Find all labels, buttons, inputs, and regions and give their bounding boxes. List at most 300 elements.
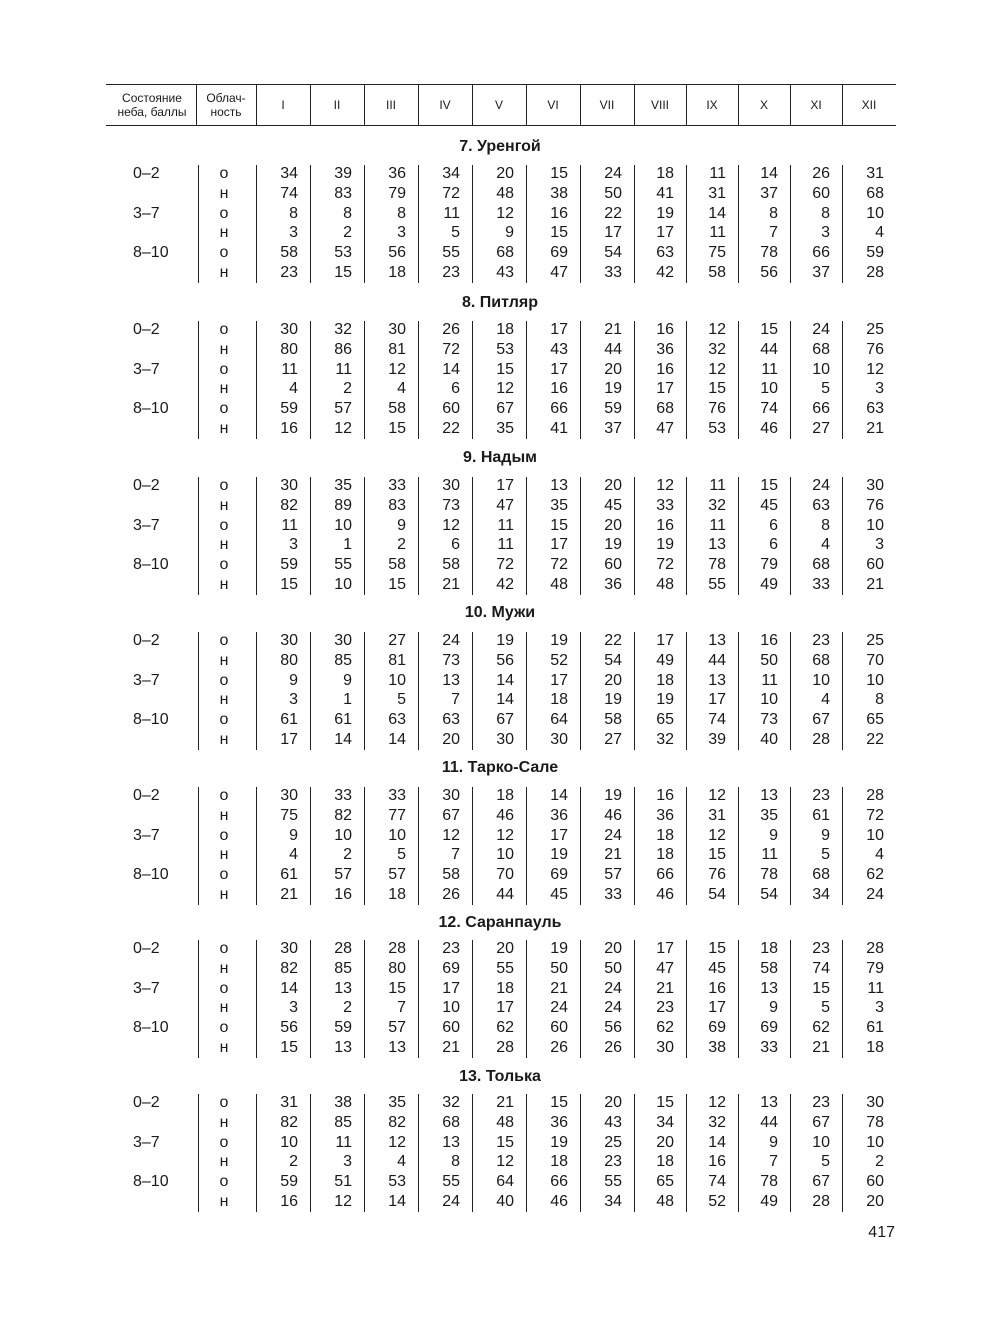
table-cell: 7 [769,224,778,242]
table-cell: 21 [280,886,298,903]
table-cell: 3 [289,536,298,554]
table-cell: 3 [289,999,298,1017]
table-cell: 49 [760,1193,778,1210]
table-cell: 16 [550,204,568,222]
table-cell: 12 [496,380,514,398]
column-divider [738,321,739,439]
table-cell: 28 [812,731,830,748]
table-cell: 15 [388,576,406,593]
table-cell: 18 [496,979,514,997]
table-cell: 30 [334,632,352,649]
table-cell: 11 [443,204,460,222]
table-cell: 85 [334,959,352,977]
column-divider [842,632,843,750]
cloudiness-label: н [219,806,229,824]
column-divider [364,632,365,750]
table-cell: 48 [496,184,514,202]
table-cell: 19 [656,536,674,554]
header-cloudiness: Облач- ность [206,91,246,119]
table-cell: 62 [656,1019,674,1037]
table-cell: 47 [496,496,514,514]
header-month: VII [599,98,615,112]
table-cell: 12 [334,1193,352,1210]
table-cell: 67 [812,711,830,729]
table-cell: 50 [550,959,568,977]
column-divider [686,940,687,1058]
table-cell: 82 [280,496,298,514]
table-cell: 3 [397,224,406,242]
cloudiness-label: о [219,826,229,844]
table-cell: 76 [866,340,884,358]
header-month: IX [706,98,718,112]
table-cell: 10 [760,691,778,709]
table-cell: 15 [656,1094,674,1111]
table-cell: 44 [708,651,726,669]
table-cell: 9 [289,671,298,689]
table-cell: 33 [760,1039,778,1056]
column-divider [738,477,739,595]
table-cell: 41 [656,184,674,202]
table-cell: 81 [388,651,406,669]
table-cell: 16 [656,787,674,804]
table-cell: 55 [604,1173,622,1191]
cloudiness-label: о [219,321,229,338]
header-divider [196,84,197,126]
table-cell: 15 [760,477,778,494]
cloudiness-label: о [219,204,229,222]
table-cell: 15 [708,380,726,398]
table-cell: 3 [875,999,884,1017]
table-cell: 70 [866,651,884,669]
column-divider [634,321,635,439]
table-cell: 4 [875,224,884,242]
table-cell: 55 [708,576,726,593]
table-cell: 15 [496,360,514,378]
table-cell: 18 [656,846,674,864]
station-title: 7. Уренгой [459,138,541,155]
table-cell: 9 [769,999,778,1017]
table-cell: 75 [708,244,726,262]
column-divider [686,787,687,905]
table-cell: 15 [388,979,406,997]
table-cell: 17 [656,380,674,398]
sky-state-label: 3–7 [133,826,160,844]
table-cell: 4 [821,691,830,709]
table-cell: 36 [550,806,568,824]
table-cell: 17 [496,477,514,494]
table-cell: 7 [451,691,460,709]
table-cell: 10 [334,826,352,844]
column-divider [790,940,791,1058]
table-cell: 24 [812,321,830,338]
table-cell: 64 [550,711,568,729]
table-cell: 75 [280,806,298,824]
column-divider [790,632,791,750]
table-cell: 10 [866,826,884,844]
sky-state-label: 3–7 [133,360,160,378]
table-cell: 40 [760,731,778,748]
table-cell: 35 [760,806,778,824]
header-month: I [281,98,285,112]
station-title: 9. Надым [463,449,537,466]
table-cell: 56 [760,264,778,281]
table-cell: 14 [496,671,514,689]
table-cell: 19 [550,632,568,649]
cloudiness-label: н [219,184,229,202]
table-cell: 79 [760,556,778,574]
table-cell: 27 [604,731,622,748]
header-month: XII [861,98,877,112]
table-cell: 60 [866,556,884,574]
table-cell: 36 [656,806,674,824]
table-cell: 30 [442,787,460,804]
table-cell: 23 [442,264,460,281]
table-cell: 32 [708,496,726,514]
column-divider [472,321,473,439]
column-divider [580,477,581,595]
table-cell: 11 [709,224,726,242]
table-cell: 58 [388,556,406,574]
column-divider [256,940,257,1058]
table-cell: 60 [604,556,622,574]
column-divider [790,1094,791,1212]
table-cell: 63 [866,400,884,418]
cloudiness-label: о [219,400,229,418]
table-cell: 72 [656,556,674,574]
table-cell: 21 [442,1039,460,1056]
table-cell: 53 [708,420,726,437]
column-divider [364,1094,365,1212]
table-cell: 11 [709,165,726,182]
column-divider [256,321,257,439]
table-cell: 44 [604,340,622,358]
table-cell: 8 [821,516,830,534]
sky-state-label: 0–2 [133,1094,160,1111]
column-divider [310,1094,311,1212]
column-divider [364,321,365,439]
table-cell: 11 [761,671,778,689]
column-divider [738,940,739,1058]
table-cell: 72 [496,556,514,574]
sky-state-label: 8–10 [133,1173,169,1191]
table-cell: 21 [866,420,884,437]
table-cell: 33 [604,264,622,281]
table-cell: 12 [442,516,460,534]
table-cell: 32 [442,1094,460,1111]
table-cell: 30 [388,321,406,338]
column-divider [256,632,257,750]
table-cell: 60 [866,1173,884,1191]
table-cell: 12 [334,420,352,437]
table-cell: 67 [812,1113,830,1131]
column-divider [842,787,843,905]
table-cell: 13 [334,979,352,997]
table-cell: 39 [334,165,352,182]
table-cell: 10 [866,516,884,534]
column-divider [526,787,527,905]
table-cell: 17 [442,979,460,997]
table-cell: 44 [760,1113,778,1131]
table-cell: 11 [761,360,778,378]
column-divider [418,477,419,595]
table-cell: 12 [496,826,514,844]
table-cell: 19 [604,691,622,709]
table-cell: 34 [442,165,460,182]
table-cell: 59 [280,556,298,574]
table-cell: 38 [334,1094,352,1111]
table-cell: 11 [761,846,778,864]
table-cell: 15 [760,321,778,338]
table-cell: 58 [442,866,460,884]
sky-state-label: 0–2 [133,321,160,338]
column-divider [526,165,527,283]
table-cell: 73 [760,711,778,729]
sky-state-label: 8–10 [133,711,169,729]
table-cell: 18 [496,321,514,338]
cloudiness-label: о [219,165,229,182]
column-divider [472,165,473,283]
table-cell: 18 [656,165,674,182]
cloudiness-label: о [219,244,229,262]
table-cell: 61 [334,711,352,729]
table-cell: 53 [496,340,514,358]
column-divider [790,321,791,439]
table-cell: 59 [280,1173,298,1191]
column-divider [364,940,365,1058]
table-cell: 67 [496,400,514,418]
table-cell: 36 [388,165,406,182]
table-cell: 65 [656,711,674,729]
table-cell: 38 [708,1039,726,1056]
table-cell: 12 [388,360,406,378]
table-cell: 11 [709,516,726,534]
table-cell: 3 [289,691,298,709]
table-cell: 74 [708,711,726,729]
table-cell: 4 [397,1153,406,1171]
header-sky-state: Состояние неба, баллы [117,91,187,119]
table-cell: 21 [866,576,884,593]
table-cell: 14 [334,731,352,748]
table-cell: 82 [280,959,298,977]
column-divider [738,787,739,905]
header-month: V [494,98,503,112]
table-cell: 24 [442,632,460,649]
table-cell: 72 [866,806,884,824]
table-cell: 10 [442,999,460,1017]
table-cell: 72 [442,340,460,358]
table-cell: 68 [812,651,830,669]
table-cell: 21 [442,576,460,593]
table-cell: 24 [604,999,622,1017]
sky-state-label: 8–10 [133,1019,169,1037]
table-cell: 16 [280,420,298,437]
column-divider [634,477,635,595]
cloudiness-label: о [219,1094,229,1111]
table-cell: 57 [388,1019,406,1037]
table-cell: 20 [496,940,514,957]
column-divider [418,787,419,905]
table-cell: 20 [442,731,460,748]
table-cell: 19 [604,536,622,554]
table-cell: 63 [442,711,460,729]
table-cell: 23 [442,940,460,957]
column-divider [738,165,739,283]
table-cell: 9 [505,224,514,242]
table-cell: 80 [388,959,406,977]
table-cell: 33 [334,787,352,804]
table-cell: 76 [866,496,884,514]
table-cell: 3 [289,224,298,242]
table-cell: 69 [550,244,568,262]
sky-state-label: 0–2 [133,632,160,649]
table-cell: 6 [451,536,460,554]
table-cell: 44 [496,886,514,903]
table-cell: 10 [866,671,884,689]
column-divider [842,165,843,283]
cloudiness-label: н [219,1113,229,1131]
table-cell: 73 [442,496,460,514]
table-cell: 60 [550,1019,568,1037]
table-cell: 7 [397,999,406,1017]
column-divider [686,1094,687,1212]
table-cell: 58 [388,400,406,418]
table-cell: 59 [604,400,622,418]
column-divider [634,940,635,1058]
table-cell: 53 [334,244,352,262]
table-cell: 17 [550,321,568,338]
table-cell: 16 [760,632,778,649]
table-cell: 25 [604,1133,622,1151]
table-cell: 53 [388,1173,406,1191]
column-divider [580,1094,581,1212]
column-divider [256,787,257,905]
table-cell: 10 [334,576,352,593]
cloudiness-label: о [219,1019,229,1037]
column-divider [256,477,257,595]
sky-state-label: 8–10 [133,556,169,574]
table-cell: 26 [812,165,830,182]
table-cell: 12 [496,204,514,222]
table-cell: 22 [604,204,622,222]
table-cell: 55 [442,1173,460,1191]
cloudiness-label: н [219,731,229,748]
cloudiness-label: н [219,846,229,864]
table-cell: 19 [656,204,674,222]
table-cell: 19 [604,380,622,398]
table-cell: 18 [656,1153,674,1171]
cloudiness-label: н [219,380,229,398]
table-cell: 15 [280,576,298,593]
table-cell: 9 [821,826,830,844]
column-divider [790,165,791,283]
station-title: 10. Мужи [464,604,536,621]
table-cell: 15 [280,1039,298,1056]
column-divider [580,165,581,283]
column-divider [790,787,791,905]
table-cell: 17 [550,360,568,378]
column-divider [738,1094,739,1212]
table-cell: 47 [656,420,674,437]
cloudiness-label: н [219,999,229,1017]
table-cell: 35 [334,477,352,494]
table-cell: 55 [334,556,352,574]
table-cell: 63 [812,496,830,514]
station-title: 8. Питляр [461,294,539,311]
table-cell: 54 [604,651,622,669]
column-divider [310,787,311,905]
table-cell: 10 [812,1133,830,1151]
table-cell: 34 [656,1113,674,1131]
table-cell: 74 [760,400,778,418]
header-month: VIII [650,98,669,112]
table-cell: 31 [280,1094,298,1111]
column-divider [686,632,687,750]
table-cell: 45 [708,959,726,977]
table-cell: 16 [656,321,674,338]
column-divider [472,940,473,1058]
table-cell: 25 [866,321,884,338]
table-cell: 68 [496,244,514,262]
column-divider [738,632,739,750]
table-cell: 18 [550,691,568,709]
table-cell: 59 [280,400,298,418]
table-cell: 17 [708,691,726,709]
cloudiness-label: о [219,787,229,804]
table-cell: 2 [343,380,352,398]
table-cell: 56 [604,1019,622,1037]
table-cell: 17 [280,731,298,748]
cloudiness-label: н [219,576,229,593]
table-cell: 49 [656,651,674,669]
table-cell: 14 [708,204,726,222]
table-cell: 65 [656,1173,674,1191]
table-cell: 50 [604,184,622,202]
table-cell: 5 [451,224,460,242]
cloudiness-label: о [219,516,229,534]
table-cell: 47 [550,264,568,281]
table-cell: 64 [496,1173,514,1191]
table-cell: 51 [334,1173,352,1191]
table-cell: 15 [550,516,568,534]
table-cell: 58 [604,711,622,729]
table-cell: 81 [388,340,406,358]
table-cell: 17 [656,224,674,242]
table-cell: 28 [866,940,884,957]
column-divider [526,477,527,595]
table-cell: 23 [656,999,674,1017]
table-cell: 32 [708,1113,726,1131]
table-cell: 68 [866,184,884,202]
table-cell: 61 [866,1019,884,1037]
table-cell: 70 [496,866,514,884]
table-cell: 20 [604,1094,622,1111]
table-cell: 43 [496,264,514,281]
column-divider [198,1094,199,1212]
cloudiness-label: н [219,691,229,709]
table-cell: 11 [497,536,514,554]
table-cell: 10 [760,380,778,398]
table-cell: 56 [388,244,406,262]
cloudiness-label: н [219,1193,229,1210]
cloudiness-label: н [219,959,229,977]
cloudiness-label: о [219,1133,229,1151]
table-cell: 69 [760,1019,778,1037]
cloudiness-label: о [219,1173,229,1191]
table-cell: 17 [496,999,514,1017]
table-cell: 4 [875,846,884,864]
table-cell: 40 [496,1193,514,1210]
cloudiness-label: н [219,224,229,242]
